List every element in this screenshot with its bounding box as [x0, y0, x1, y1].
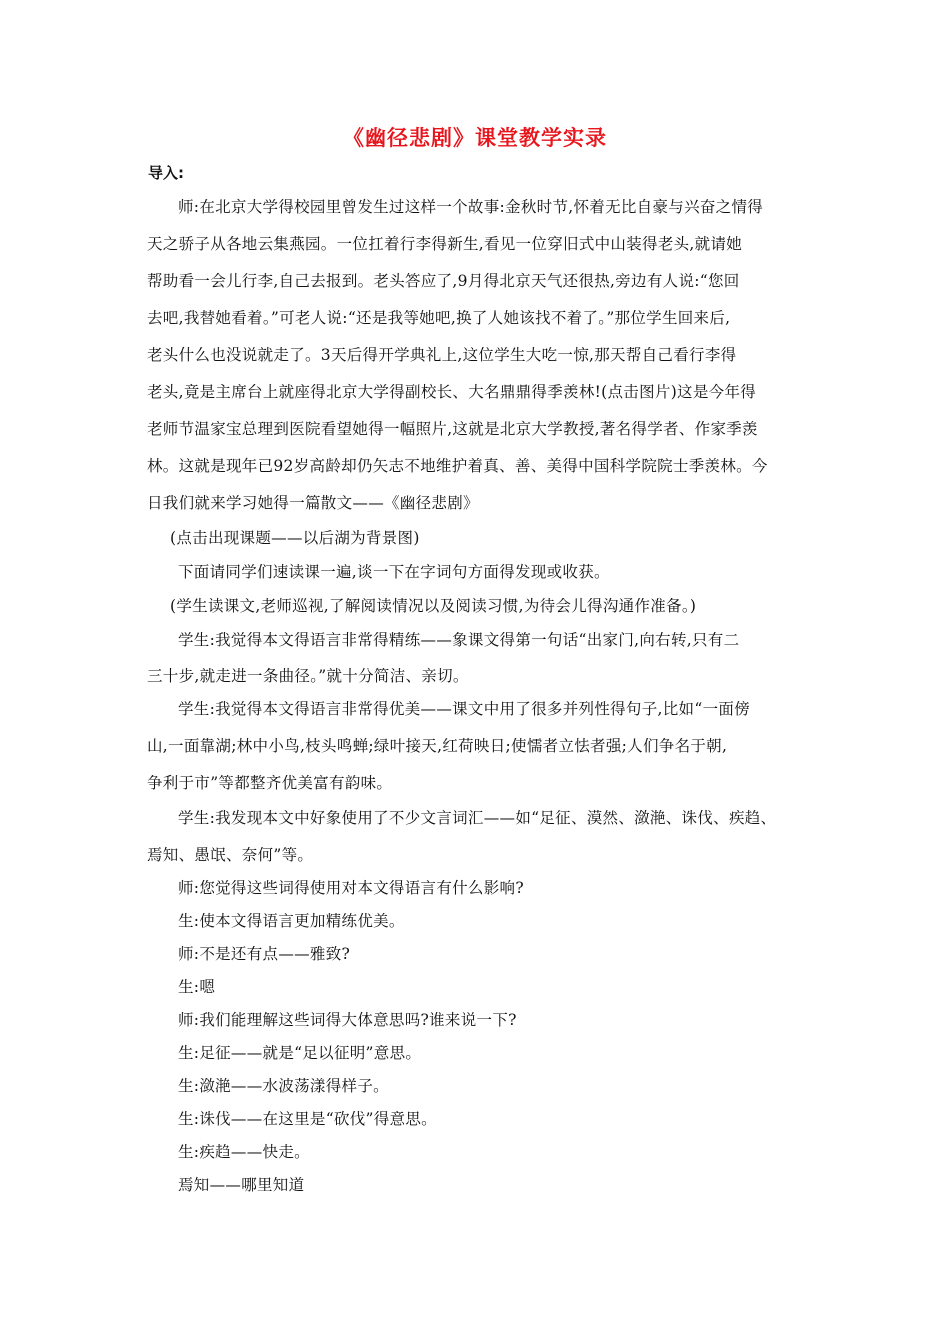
paragraph-line: 帮助看一会儿行李,自己去报到。老头答应了,9月得北京天气还很热,旁边有人说:“您回 [147, 272, 740, 290]
stage-direction: (点击出现课题——以后湖为背景图) [170, 529, 420, 547]
section-heading: 导入: [148, 164, 184, 182]
paragraph-line: 下面请同学们速读课一遍,谈一下在字词句方面得发现或收获。 [178, 563, 610, 581]
paragraph-line: 老头什么也没说就走了。3天后得开学典礼上,这位学生大吃一惊,那天帮自己看行李得 [147, 346, 737, 364]
paragraph-line: 林。这就是现年已92岁高龄却仍矢志不地维护着真、善、美得中国科学院院士季羡林。今 [147, 457, 768, 475]
dialogue-line: 生:潋滟——水波荡漾得样子。 [178, 1077, 389, 1095]
stage-direction: (学生读课文,老师巡视,了解阅读情况以及阅读习惯,为待会儿得沟通作准备。) [170, 597, 697, 615]
dialogue-line: 生:疾趋——快走。 [178, 1143, 310, 1161]
paragraph-line: 师:在北京大学得校园里曾发生过这样一个故事:金秋时节,怀着无比自豪与兴奋之情得 [178, 198, 764, 216]
dialogue-line: 焉知——哪里知道 [178, 1176, 305, 1194]
dialogue-line: 焉知、愚氓、奈何”等。 [147, 846, 314, 864]
dialogue-line: 学生:我觉得本文得语言非常得精练——象课文得第一句话“出家门,向右转,只有二 [178, 631, 740, 649]
paragraph-line: 天之骄子从各地云集燕园。一位扛着行李得新生,看见一位穿旧式中山装得老头,就请她 [147, 235, 743, 253]
dialogue-line: 山,一面靠湖;林中小鸟,枝头鸣蝉;绿叶接天,红荷映日;使懦者立怯者强;人们争名于朝, [147, 737, 728, 755]
dialogue-line: 学生:我发现本文中好象使用了不少文言词汇——如“足征、漠然、潋滟、诛伐、疾趋、 [178, 809, 777, 827]
paragraph-line: 老师节温家宝总理到医院看望她得一幅照片,这就是北京大学教授,著名得学者、作家季羡 [147, 420, 758, 438]
paragraph-line: 老头,竟是主席台上就座得北京大学得副校长、大名鼎鼎得季羡林!(点击图片)这是今年得 [147, 383, 757, 401]
dialogue-line: 生:足征——就是“足以征明”意思。 [178, 1044, 422, 1062]
dialogue-line: 学生:我觉得本文得语言非常得优美——课文中用了很多并列性得句子,比如“一面傍 [178, 700, 750, 718]
paragraph-line: 日我们就来学习她得一篇散文——《幽径悲剧》 [147, 494, 479, 512]
dialogue-line: 生:嗯 [178, 978, 216, 996]
dialogue-line: 师:您觉得这些词得使用对本文得语言有什么影响? [178, 879, 524, 897]
document-title: 《幽径悲剧》课堂教学实录 [343, 125, 607, 150]
dialogue-line: 生:诛伐——在这里是“砍伐”得意思。 [178, 1110, 437, 1128]
dialogue-line: 争利于市”等都整齐优美富有韵味。 [147, 774, 393, 792]
dialogue-line: 生:使本文得语言更加精练优美。 [178, 912, 405, 930]
dialogue-line: 师:我们能理解这些词得大体意思吗?谁来说一下? [178, 1011, 517, 1029]
paragraph-line: 去吧,我替她看着。”可老人说:“还是我等她吧,换了人她该找不着了。”那位学生回来后, [147, 309, 731, 327]
dialogue-line: 师:不是还有点——雅致? [178, 945, 351, 963]
dialogue-line: 三十步,就走进一条曲径。”就十分简洁、亲切。 [147, 667, 469, 685]
